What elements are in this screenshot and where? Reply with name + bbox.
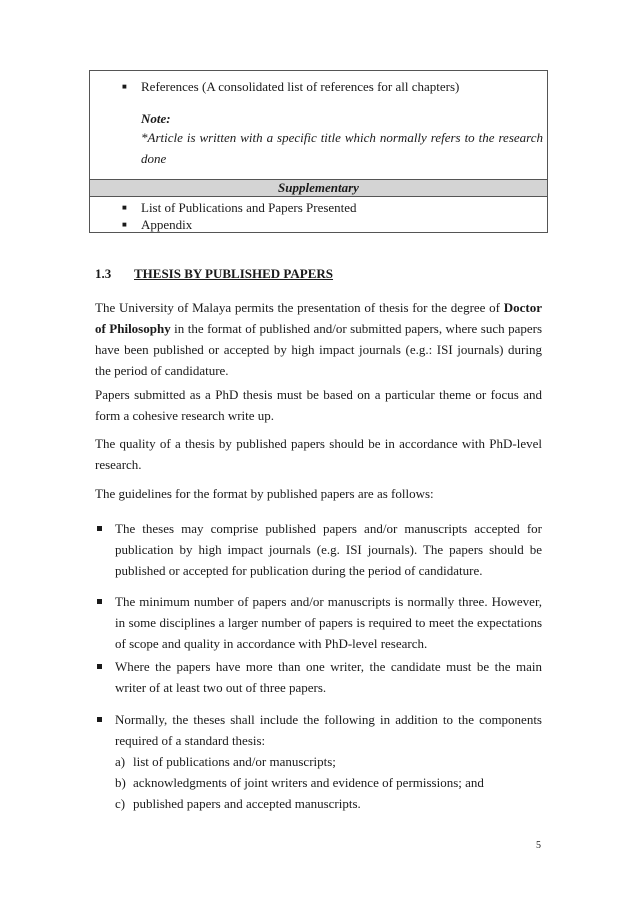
sub-item-text: list of publications and/or manuscripts; bbox=[133, 754, 336, 769]
guideline-text: The theses may comprise published papers and/or manuscripts accepted for publication by high impact journals (e.g. ISI journals). The papers should be published or accepted for publication during the period of candidature. bbox=[115, 521, 542, 578]
page-number: 5 bbox=[536, 840, 541, 851]
square-bullet-icon: ■ bbox=[122, 203, 127, 212]
supplementary-item: List of Publications and Papers Presented bbox=[141, 200, 357, 215]
bullet-icon bbox=[97, 664, 102, 669]
supplementary-item: Appendix bbox=[141, 217, 193, 232]
sub-item bbox=[115, 772, 542, 793]
note-text: *Article is written with a specific title which normally refers to the research done bbox=[141, 130, 543, 166]
sub-list bbox=[115, 751, 542, 814]
square-bullet-icon: ■ bbox=[122, 82, 127, 91]
section-number: 1.3 bbox=[95, 266, 112, 281]
guideline-text: Where the papers have more than one writer, the candidate must be the main writer of at least two out of three papers. bbox=[115, 659, 542, 695]
thesis-components-table bbox=[89, 70, 548, 233]
bullet-icon bbox=[97, 599, 102, 604]
paragraph-guidelines-intro: The guidelines for the format by published papers are as follows: bbox=[95, 486, 434, 501]
paragraph-theme: Papers submitted as a PhD thesis must be based on a particular theme or focus and form a cohesive research write up. bbox=[95, 387, 542, 423]
sub-item-text: published papers and accepted manuscripts. bbox=[133, 796, 361, 811]
note-title: Note: bbox=[141, 111, 171, 126]
bullet-icon bbox=[97, 717, 102, 722]
sub-item-label: b) bbox=[115, 775, 126, 790]
paragraph-intro bbox=[95, 297, 542, 381]
supplementary-header: Supplementary bbox=[90, 179, 547, 197]
section-title: THESIS BY PUBLISHED PAPERS bbox=[134, 266, 334, 281]
sub-item-text: acknowledgments of joint writers and evidence of permissions; and bbox=[133, 775, 484, 790]
sub-item-label: a) bbox=[115, 754, 126, 769]
references-item: References (A consolidated list of references for all chapters) bbox=[141, 79, 460, 94]
guideline-item bbox=[95, 591, 542, 654]
guideline-item bbox=[95, 656, 542, 698]
paragraph-quality: The quality of a thesis by published papers should be in accordance with PhD-level research. bbox=[95, 436, 542, 472]
guideline-text: Normally, the theses shall include the following in addition to the components required of a standard thesis: bbox=[115, 712, 542, 748]
guideline-item bbox=[95, 518, 542, 581]
square-bullet-icon: ■ bbox=[122, 220, 127, 229]
sub-item bbox=[115, 793, 542, 814]
sub-item-label: c) bbox=[115, 796, 126, 811]
guideline-item bbox=[95, 709, 542, 814]
guideline-text: The minimum number of papers and/or manuscripts is normally three. However, in some disciplines a larger number of papers is required to meet the expectations of scope and quality in accordance with PhD-level research. bbox=[115, 594, 542, 651]
sub-item bbox=[115, 751, 542, 772]
intro-bold-degree: Doctor of Philosophy bbox=[95, 300, 542, 336]
bullet-icon bbox=[97, 526, 102, 531]
intro-text-b: in the format of published and/or submitted papers, where such papers have been published or accepted by high impact journals (e.g.: ISI journals) during the period of candidature. bbox=[95, 321, 542, 378]
intro-text-a: The University of Malaya permits the presentation of thesis for the degree of bbox=[95, 300, 504, 315]
